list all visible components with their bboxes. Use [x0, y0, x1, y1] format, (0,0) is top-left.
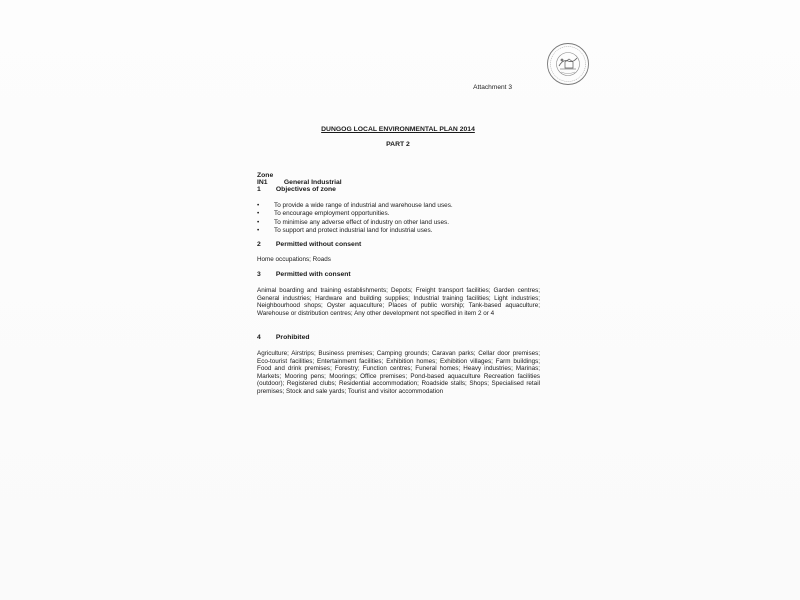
attachment-label: Attachment 3: [473, 84, 512, 91]
section-number: 2: [257, 241, 261, 248]
zone-name: General Industrial: [283, 179, 342, 186]
prohibited-text: Agriculture; Airstrips; Business premises; Camping grounds; Caravan parks; Cellar door premises; Eco-tourist facilities; Entertainment facilities; Exhibition homes; Exhibition villages; Farm buildings; Food and drink premises; Forestry; Function centres; Funeral homes; Heavy industries; Marinas; Markets; Mooring pens; Moorings; Office premises; Pond-based aquaculture Recreation facilities (outdoor); Registered clubs; Residential accommodation; Roadside stalls; Shops; Specialised retail premises; Stock and sale yards; Tourist and visitor accommodation: [257, 350, 540, 395]
section-heading-with-consent: [257, 271, 351, 278]
list-item: • To support and protect industrial land for industrial uses.: [257, 227, 453, 235]
zone-code: Zone IN1: [257, 172, 274, 186]
list-item: • To provide a wide range of industrial and warehouse land uses.: [257, 202, 453, 210]
section-number: 3: [257, 271, 261, 278]
part-heading: PART 2: [386, 141, 410, 148]
permitted-with-consent-text: Animal boarding and training establishments; Depots; Freight transport facilities; Garden centres; General industries; Hardware and building supplies; Industrial training facilities; Light industries; Neighbourhood shops; Oyster aquaculture; Places of public worship; Tank-based aquaculture; Warehouse or distribution centres; Any other development not specified in item 2 or 4: [257, 287, 540, 317]
document-title: DUNGOG LOCAL ENVIRONMENTAL PLAN 2014: [321, 126, 475, 133]
section-heading-without-consent: [257, 241, 361, 248]
list-item: • To encourage employment opportunities.: [257, 210, 453, 218]
list-item: • To minimise any adverse effect of industry on other land uses.: [257, 219, 453, 227]
section-heading-objectives: [257, 186, 336, 193]
zone-heading: [257, 172, 342, 186]
section-number: 1: [257, 186, 261, 193]
section-title: Prohibited: [275, 334, 310, 341]
section-title: Objectives of zone: [275, 186, 336, 193]
council-seal-icon: [546, 42, 590, 86]
section-number: 4: [257, 334, 261, 341]
section-title: Permitted without consent: [275, 241, 362, 248]
permitted-without-consent-text: Home occupations; Roads: [257, 256, 331, 263]
objectives-list: [257, 202, 453, 236]
section-title: Permitted with consent: [275, 271, 351, 278]
section-heading-prohibited: [257, 334, 310, 341]
